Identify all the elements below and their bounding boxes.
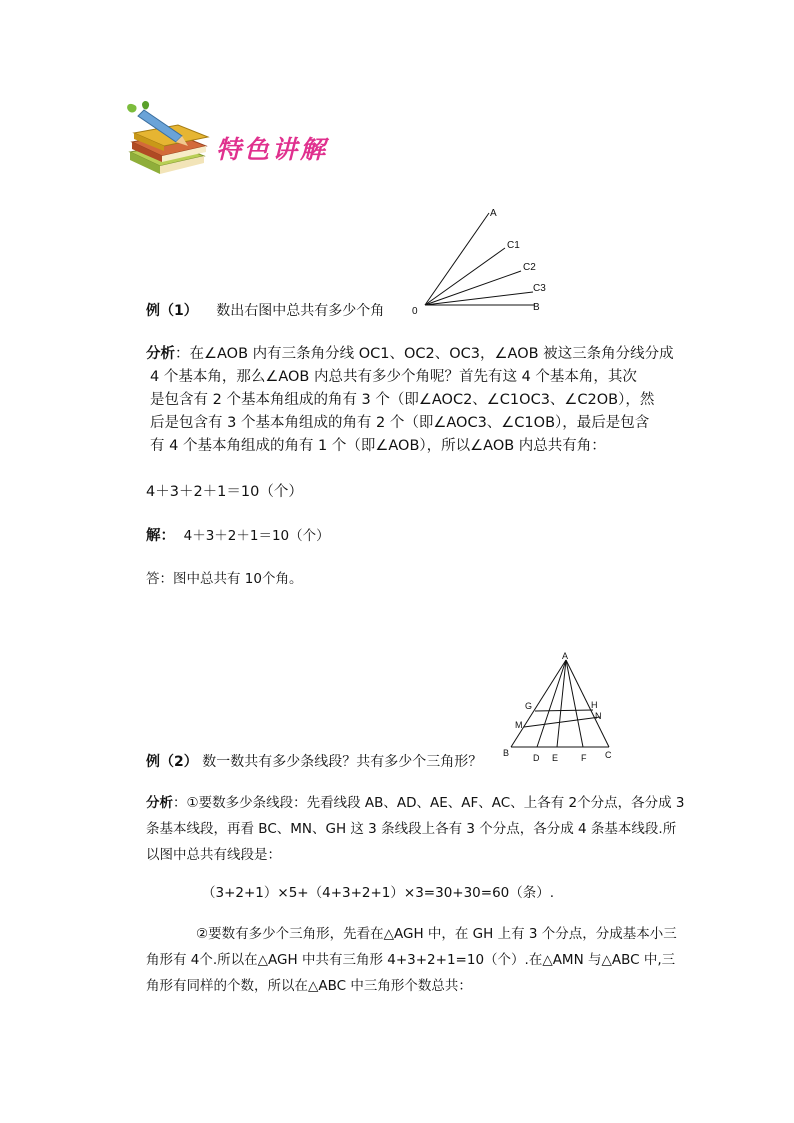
label-B: B [503, 748, 510, 758]
solution-label: 解： [146, 528, 175, 544]
example2-analysis [146, 790, 686, 868]
section-title: 特色讲解 [216, 135, 329, 164]
example2-question-text: 数一数共有多少条线段？共有多少个三角形？ [202, 754, 483, 770]
label-M: M [515, 720, 523, 730]
analysis-text: ：①要数多少条线段：先看线段 AB、AD、AE、AF、AC、上各有 2个分点，各分成 3 [173, 795, 685, 811]
example2-formula: （3+2+1）×5+（4+3+2+1）×3=30+30=60（条）. [202, 885, 555, 901]
books-pencil-logo-icon [122, 100, 214, 182]
triangle-figure [497, 650, 622, 768]
example1-solution [146, 525, 330, 548]
part2-line: ②要数有多少个三角形，先看在△AGH 中，在 GH 上有 3 个分点，分成基本小三 [196, 926, 677, 942]
label-C: C [605, 750, 612, 760]
ray-OC2 [425, 271, 521, 305]
example2-part2 [146, 921, 686, 999]
analysis-label: 分析 [146, 795, 173, 811]
analysis-line: 条基本线段，再看 BC、MN、GH 这 3 条线段上各有 3 个分点，各分成 4 条基本线段.所 [146, 821, 677, 837]
example1-formula: 4＋3＋2＋1＝10（个） [146, 484, 303, 500]
label-C1: C1 [507, 240, 520, 251]
label-G: G [525, 701, 533, 711]
analysis-line: 是包含有 2 个基本角组成的角有 3 个（即∠AOC2、∠C1OC3、∠C2OB），然 [150, 392, 655, 408]
label-O: 0 [412, 306, 418, 317]
ray-OA [425, 213, 489, 305]
part2-line: 角形有同样的个数，所以在△ABC 中三角形个数总共： [146, 978, 472, 994]
label-F: F [581, 753, 587, 763]
label-N: N [595, 711, 602, 721]
example2-question [146, 751, 482, 771]
label-D: D [533, 753, 540, 763]
example1-question [146, 300, 384, 320]
part2-line: 角形有 4个.所以在△AGH 中共有三角形 4+3+2+1=10（个）.在△AMN 与△ABC 中,三 [146, 952, 676, 968]
segment-MN [524, 717, 600, 727]
example1-analysis [146, 343, 686, 458]
analysis-label: 分析 [146, 346, 175, 362]
analysis-line: 4 个基本角，那么∠AOB 内总共有多少个角呢？首先有这 4 个基本角，其次 [150, 369, 637, 385]
analysis-line: 以图中总共有线段是： [146, 847, 281, 863]
example1-label: 例（1） [146, 303, 198, 319]
example1-question-text: 数出右图中总共有多少个角 [216, 303, 385, 319]
label-A: A [490, 208, 497, 219]
example1-answer: 答：图中总共有 10个角。 [146, 571, 303, 587]
segment-AC [566, 660, 609, 747]
label-C2: C2 [523, 262, 536, 273]
analysis-text: ：在∠AOB 内有三条角分线 OC1、OC2、OC3，∠AOB 被这三条角分线分成 [175, 346, 674, 362]
analysis-line [146, 790, 686, 816]
segment-GH [535, 710, 593, 711]
analysis-line: 有 4 个基本角组成的角有 1 个（即∠AOB），所以∠AOB 内总共有角： [150, 438, 606, 454]
segment-AB [511, 660, 566, 747]
example2-label: 例（2） [146, 754, 198, 770]
analysis-line [146, 343, 686, 366]
header-logo [122, 100, 214, 182]
analysis-line: 后是包含有 3 个基本角组成的角有 2 个（即∠AOC3、∠C1OB），最后是包含 [150, 415, 650, 431]
label-B: B [533, 302, 540, 313]
label-C3: C3 [533, 283, 546, 294]
label-E: E [552, 753, 559, 763]
solution-text: 4＋3＋2＋1＝10（个） [183, 528, 330, 544]
segment-AF [566, 660, 583, 747]
angle-figure [405, 202, 555, 318]
label-A: A [562, 651, 569, 661]
label-H: H [591, 700, 598, 710]
